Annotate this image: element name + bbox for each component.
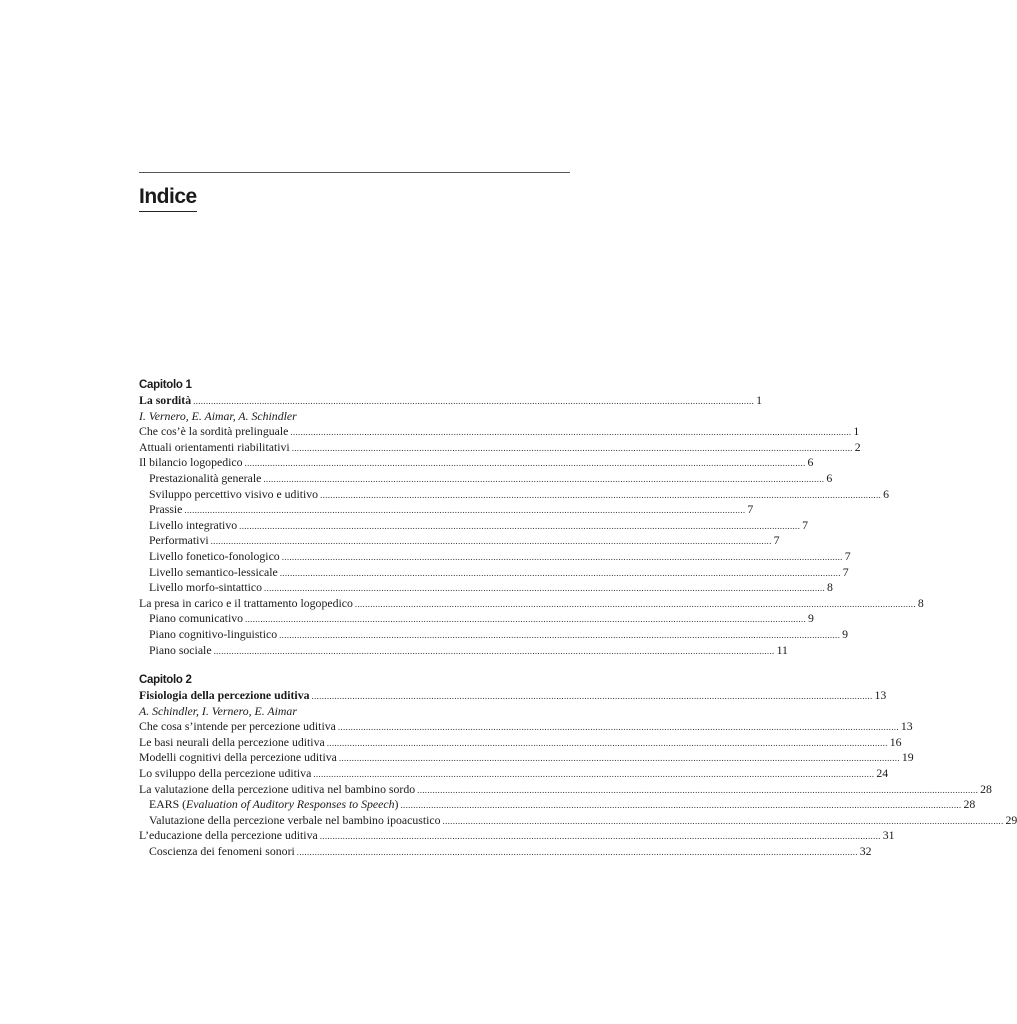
toc-page-number: 6 — [807, 455, 814, 470]
toc-entry[interactable] — [139, 626, 849, 643]
dot-leader: ............................................................................................................................................................................................................................ — [279, 629, 841, 640]
chapter-authors: A. Schindler, I. Vernero, E. Aimar — [139, 703, 297, 718]
toc-entry-italic: Evaluation of Auditory Responses to Speech — [186, 797, 395, 812]
toc-entry[interactable] — [139, 611, 814, 627]
chapter-section — [139, 672, 1017, 860]
toc-entry[interactable] — [139, 424, 860, 440]
toc-entry-text: Le basi neurali della percezione uditiva — [139, 734, 325, 749]
toc-entry-text: Che cosa s’intende per percezione uditiva — [139, 719, 336, 734]
chapter-title-row[interactable] — [139, 688, 887, 704]
dot-leader: ............................................................................................................................................................................................................................ — [213, 645, 775, 656]
dot-leader: ............................................................................................................................................................................................................................ — [400, 800, 962, 811]
dot-leader: ............................................................................................................................................................................................................................ — [245, 614, 807, 625]
toc-page-number: 8 — [917, 595, 924, 610]
toc-entry-text: Sviluppo percettivo visivo e uditivo — [149, 486, 319, 501]
toc-page-number: 1 — [756, 393, 763, 407]
chapter-label: Capitolo 1 — [139, 379, 192, 391]
toc-entry[interactable] — [139, 766, 889, 782]
dot-leader: ............................................................................................................................................................................................................................ — [417, 784, 979, 795]
toc-entry[interactable] — [139, 502, 754, 518]
dot-leader: ............................................................................................................................................................................................................................ — [290, 427, 852, 438]
toc-entry-text: Il bilancio logopedico — [139, 455, 243, 470]
toc-page-number: 13 — [874, 688, 887, 703]
chapter-title-row[interactable] — [139, 393, 763, 409]
toc-entry[interactable] — [139, 455, 814, 471]
toc-entry[interactable] — [139, 719, 913, 735]
dot-leader: ............................................................................................................................................................................................................................ — [184, 505, 746, 516]
toc-entry-text: Performativi — [149, 533, 209, 548]
table-of-contents — [139, 377, 1017, 874]
toc-page-number: 7 — [802, 517, 809, 532]
toc-page-number: 9 — [842, 626, 849, 641]
toc-entry[interactable] — [139, 517, 809, 534]
toc-page-number: 7 — [747, 502, 754, 517]
toc-page-number: 24 — [876, 766, 889, 781]
toc-entry-text: Prestazionalità generale — [149, 470, 262, 485]
page-title: Indice — [139, 184, 197, 212]
toc-entry[interactable] — [139, 734, 902, 751]
toc-page-number: 28 — [980, 781, 992, 796]
toc-page-number: 7 — [842, 564, 849, 579]
toc-page-number: 29 — [1005, 812, 1017, 827]
toc-page-number: 1 — [853, 424, 860, 439]
dot-leader: ............................................................................................................................................................................................................................ — [279, 567, 841, 578]
dot-leader: ............................................................................................................................................................................................................................ — [354, 598, 916, 609]
toc-entry-text: Livello morfo-sintattico — [149, 580, 263, 595]
toc-entry-text: Livello semantico-lessicale — [149, 564, 278, 579]
toc-entry-text: EARS (Evaluation of Auditory Responses to Speech) — [149, 797, 399, 812]
toc-entry-text: Prassie — [149, 502, 183, 517]
dot-leader: ............................................................................................................................................................................................................................ — [193, 396, 755, 406]
dot-leader: ............................................................................................................................................................................................................................ — [264, 583, 826, 594]
toc-page-number: 8 — [827, 580, 833, 595]
toc-entry[interactable] — [139, 564, 849, 581]
toc-entry-text: La valutazione della percezione uditiva nel bambino sordo — [139, 781, 416, 796]
toc-entry[interactable] — [139, 595, 924, 612]
toc-entry[interactable] — [139, 750, 914, 766]
dot-leader: ............................................................................................................................................................................................................................ — [296, 847, 858, 858]
toc-entry-text: Piano comunicativo — [149, 611, 244, 626]
toc-entry[interactable] — [139, 642, 788, 659]
dot-leader: ............................................................................................................................................................................................................................ — [320, 489, 882, 500]
toc-page-number: 28 — [963, 797, 976, 812]
toc-entry[interactable] — [139, 470, 833, 487]
dot-leader: ............................................................................................................................................................................................................................ — [326, 737, 888, 748]
toc-page-number: 7 — [773, 533, 780, 548]
toc-entry[interactable] — [139, 781, 992, 798]
toc-page-number: 31 — [882, 828, 895, 843]
toc-page-number: 9 — [808, 611, 814, 626]
toc-entry-text: Piano sociale — [149, 642, 212, 657]
toc-entry[interactable] — [139, 580, 833, 596]
toc-entry-text: La sordità — [139, 393, 192, 407]
dot-leader: ............................................................................................................................................................................................................................ — [239, 520, 801, 531]
toc-page-number: 6 — [883, 486, 889, 501]
toc-page-number: 16 — [889, 734, 902, 749]
toc-entry-text: Modelli cognitivi della percezione uditiva — [139, 750, 337, 765]
toc-entry[interactable] — [139, 797, 976, 813]
toc-entry[interactable] — [139, 439, 861, 456]
toc-entry-text: Coscienza dei fenomeni sonori — [149, 844, 295, 859]
toc-entry[interactable] — [139, 844, 872, 860]
chapter-section — [139, 377, 924, 658]
toc-entry-text: Valutazione della percezione verbale nel bambino ipoacustico — [149, 812, 441, 827]
dot-leader: ............................................................................................................................................................................................................................ — [319, 831, 881, 842]
toc-entry-text: Livello integrativo — [149, 517, 238, 532]
dot-leader: ............................................................................................................................................................................................................................ — [244, 458, 806, 469]
toc-entry-text: La presa in carico e il trattamento logopedico — [139, 595, 353, 610]
toc-entry-text: Attuali orientamenti riabilitativi — [139, 439, 290, 454]
toc-entry[interactable] — [139, 828, 895, 844]
toc-entry[interactable] — [139, 486, 889, 503]
dot-leader: ............................................................................................................................................................................................................................ — [338, 753, 900, 764]
chapter-authors: I. Vernero, E. Aimar, A. Schindler — [139, 408, 297, 423]
dot-leader: ............................................................................................................................................................................................................................ — [263, 473, 825, 484]
toc-page-number: 19 — [901, 750, 914, 765]
toc-entry-text: Lo sviluppo della percezione uditiva — [139, 766, 312, 781]
toc-entry[interactable] — [139, 548, 851, 565]
toc-entry-text: Piano cognitivo-linguistico — [149, 626, 278, 641]
toc-page-number: 32 — [859, 844, 872, 859]
toc-entry-text: Che cos’è la sordità prelinguale — [139, 424, 289, 439]
toc-page-number: 11 — [776, 642, 788, 657]
top-rule — [139, 172, 570, 173]
chapter-label: Capitolo 2 — [139, 674, 192, 687]
toc-entry[interactable] — [139, 533, 780, 549]
toc-page-number: 13 — [900, 719, 913, 734]
dot-leader: ............................................................................................................................................................................................................................ — [442, 815, 1004, 826]
toc-page-number: 7 — [844, 548, 851, 563]
toc-page-number: 6 — [826, 470, 833, 485]
dot-leader: ............................................................................................................................................................................................................................ — [313, 769, 875, 780]
toc-entry[interactable] — [139, 812, 1017, 829]
toc-entry-text: L’educazione della percezione uditiva — [139, 828, 318, 843]
toc-entry-text: Fisiologia della percezione uditiva — [139, 688, 310, 703]
dot-leader: ............................................................................................................................................................................................................................ — [337, 722, 899, 733]
dot-leader: ............................................................................................................................................................................................................................ — [311, 691, 873, 702]
toc-page-number: 2 — [854, 439, 861, 454]
toc-entry-text: Livello fonetico-fonologico — [149, 548, 280, 563]
dot-leader: ............................................................................................................................................................................................................................ — [210, 536, 772, 547]
dot-leader: ............................................................................................................................................................................................................................ — [291, 442, 853, 453]
dot-leader: ............................................................................................................................................................................................................................ — [281, 551, 843, 562]
